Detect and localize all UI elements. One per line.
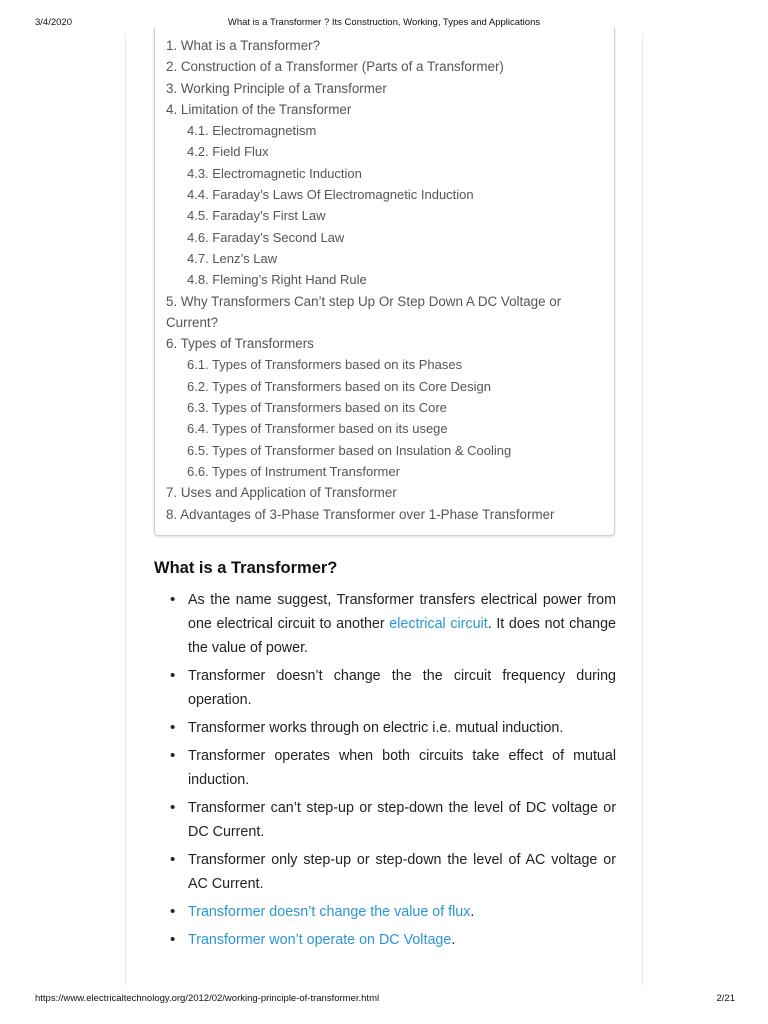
toc-link[interactable]: 6.3. Types of Transformers based on its Core (187, 400, 447, 416)
bullet-item (166, 900, 616, 924)
bullet-item (166, 796, 616, 844)
bullet-text: As the name suggest, Transformer transfers electrical power from one electrical circuit to another (188, 592, 616, 632)
toc-link[interactable]: 2. Construction of a Transformer (Parts of a Transformer) (166, 59, 504, 75)
bullet-item (166, 588, 616, 660)
toc-link[interactable]: 4. Limitation of the Transformer (166, 101, 352, 117)
toc-link[interactable]: 4.3. Electromagnetic Induction (187, 165, 362, 181)
bullet-item (166, 928, 616, 952)
toc-link[interactable]: 1. What is a Transformer? (166, 38, 321, 53)
toc-link[interactable]: 5. Why Transformers Can’t step Up Or Step Down A DC Voltage or Current? (166, 293, 562, 330)
print-url: https://www.electricaltechnology.org/2012/02/working-principle-of-transformer.html (35, 993, 380, 1004)
toc-link[interactable]: 4.6. Faraday’s Second Law (187, 229, 345, 245)
print-page-title: What is a Transformer ? Its Construction, Working, Types and Applications (227, 17, 541, 28)
toc-link[interactable]: 6.1. Types of Transformers based on its Phases (187, 357, 463, 373)
print-date: 3/4/2020 (35, 17, 72, 28)
toc-link[interactable]: 6. Types of Transformers (166, 336, 314, 352)
toc-link[interactable]: 4.8. Fleming’s Right Hand Rule (187, 272, 367, 288)
bullet-item (166, 716, 616, 740)
toc-link[interactable]: 4.4. Faraday’s Laws Of Electromagnetic Induction (187, 187, 474, 203)
bullet-text: Transformer only step-up or step-down the level of AC voltage or AC Current. (188, 852, 616, 892)
toc-link[interactable]: 8. Advantages of 3-Phase Transformer over 1-Phase Transformer (166, 506, 555, 522)
table-of-contents (154, 28, 615, 536)
bullet-item (166, 848, 616, 896)
section-heading: What is a Transformer? (154, 559, 338, 577)
bullet-item (166, 664, 616, 712)
bullet-list (166, 588, 616, 956)
bullet-text: . (470, 904, 475, 920)
bullet-text: Transformer works through on electric i.e. mutual induction. (188, 720, 564, 736)
print-footer (0, 993, 768, 1007)
bullet-item (166, 744, 616, 792)
toc-list (166, 35, 611, 525)
content-frame-right-border (642, 34, 643, 986)
toc-link[interactable]: 4.2. Field Flux (187, 144, 269, 160)
bullet-text: Transformer doesn’t change the the circuit frequency during operation. (188, 668, 616, 708)
content-frame-left-border (125, 34, 126, 986)
inline-link[interactable]: Transformer won’t operate on DC Voltage (188, 932, 452, 948)
toc-link[interactable]: 6.5. Types of Transformer based on Insulation & Cooling (187, 442, 512, 458)
inline-link[interactable]: Transformer doesn’t change the value of flux (188, 904, 471, 920)
toc-link[interactable]: 4.7. Lenz’s Law (187, 250, 278, 266)
toc-link[interactable]: 6.2. Types of Transformers based on its Core Design (187, 378, 491, 394)
bullet-text: Transformer operates when both circuits take effect of mutual induction. (188, 748, 616, 788)
bullet-text: Transformer can’t step-up or step-down the level of DC voltage or DC Current. (188, 800, 616, 840)
toc-link[interactable]: 6.4. Types of Transformer based on its usege (187, 421, 448, 437)
toc-link[interactable]: 6.6. Types of Instrument Transformer (187, 463, 400, 479)
print-page-number: 2/21 (716, 993, 735, 1004)
toc-link[interactable]: 7. Uses and Application of Transformer (166, 485, 397, 501)
toc-link[interactable]: 4.1. Electromagnetism (187, 123, 317, 139)
bullet-text: . It does not change the value of power. (188, 616, 616, 656)
inline-link[interactable]: electrical circuit (389, 616, 488, 632)
toc-link[interactable]: 3. Working Principle of a Transformer (166, 80, 387, 96)
toc-link[interactable]: 4.5. Faraday’s First Law (187, 208, 326, 224)
bullet-text: . (451, 932, 456, 948)
